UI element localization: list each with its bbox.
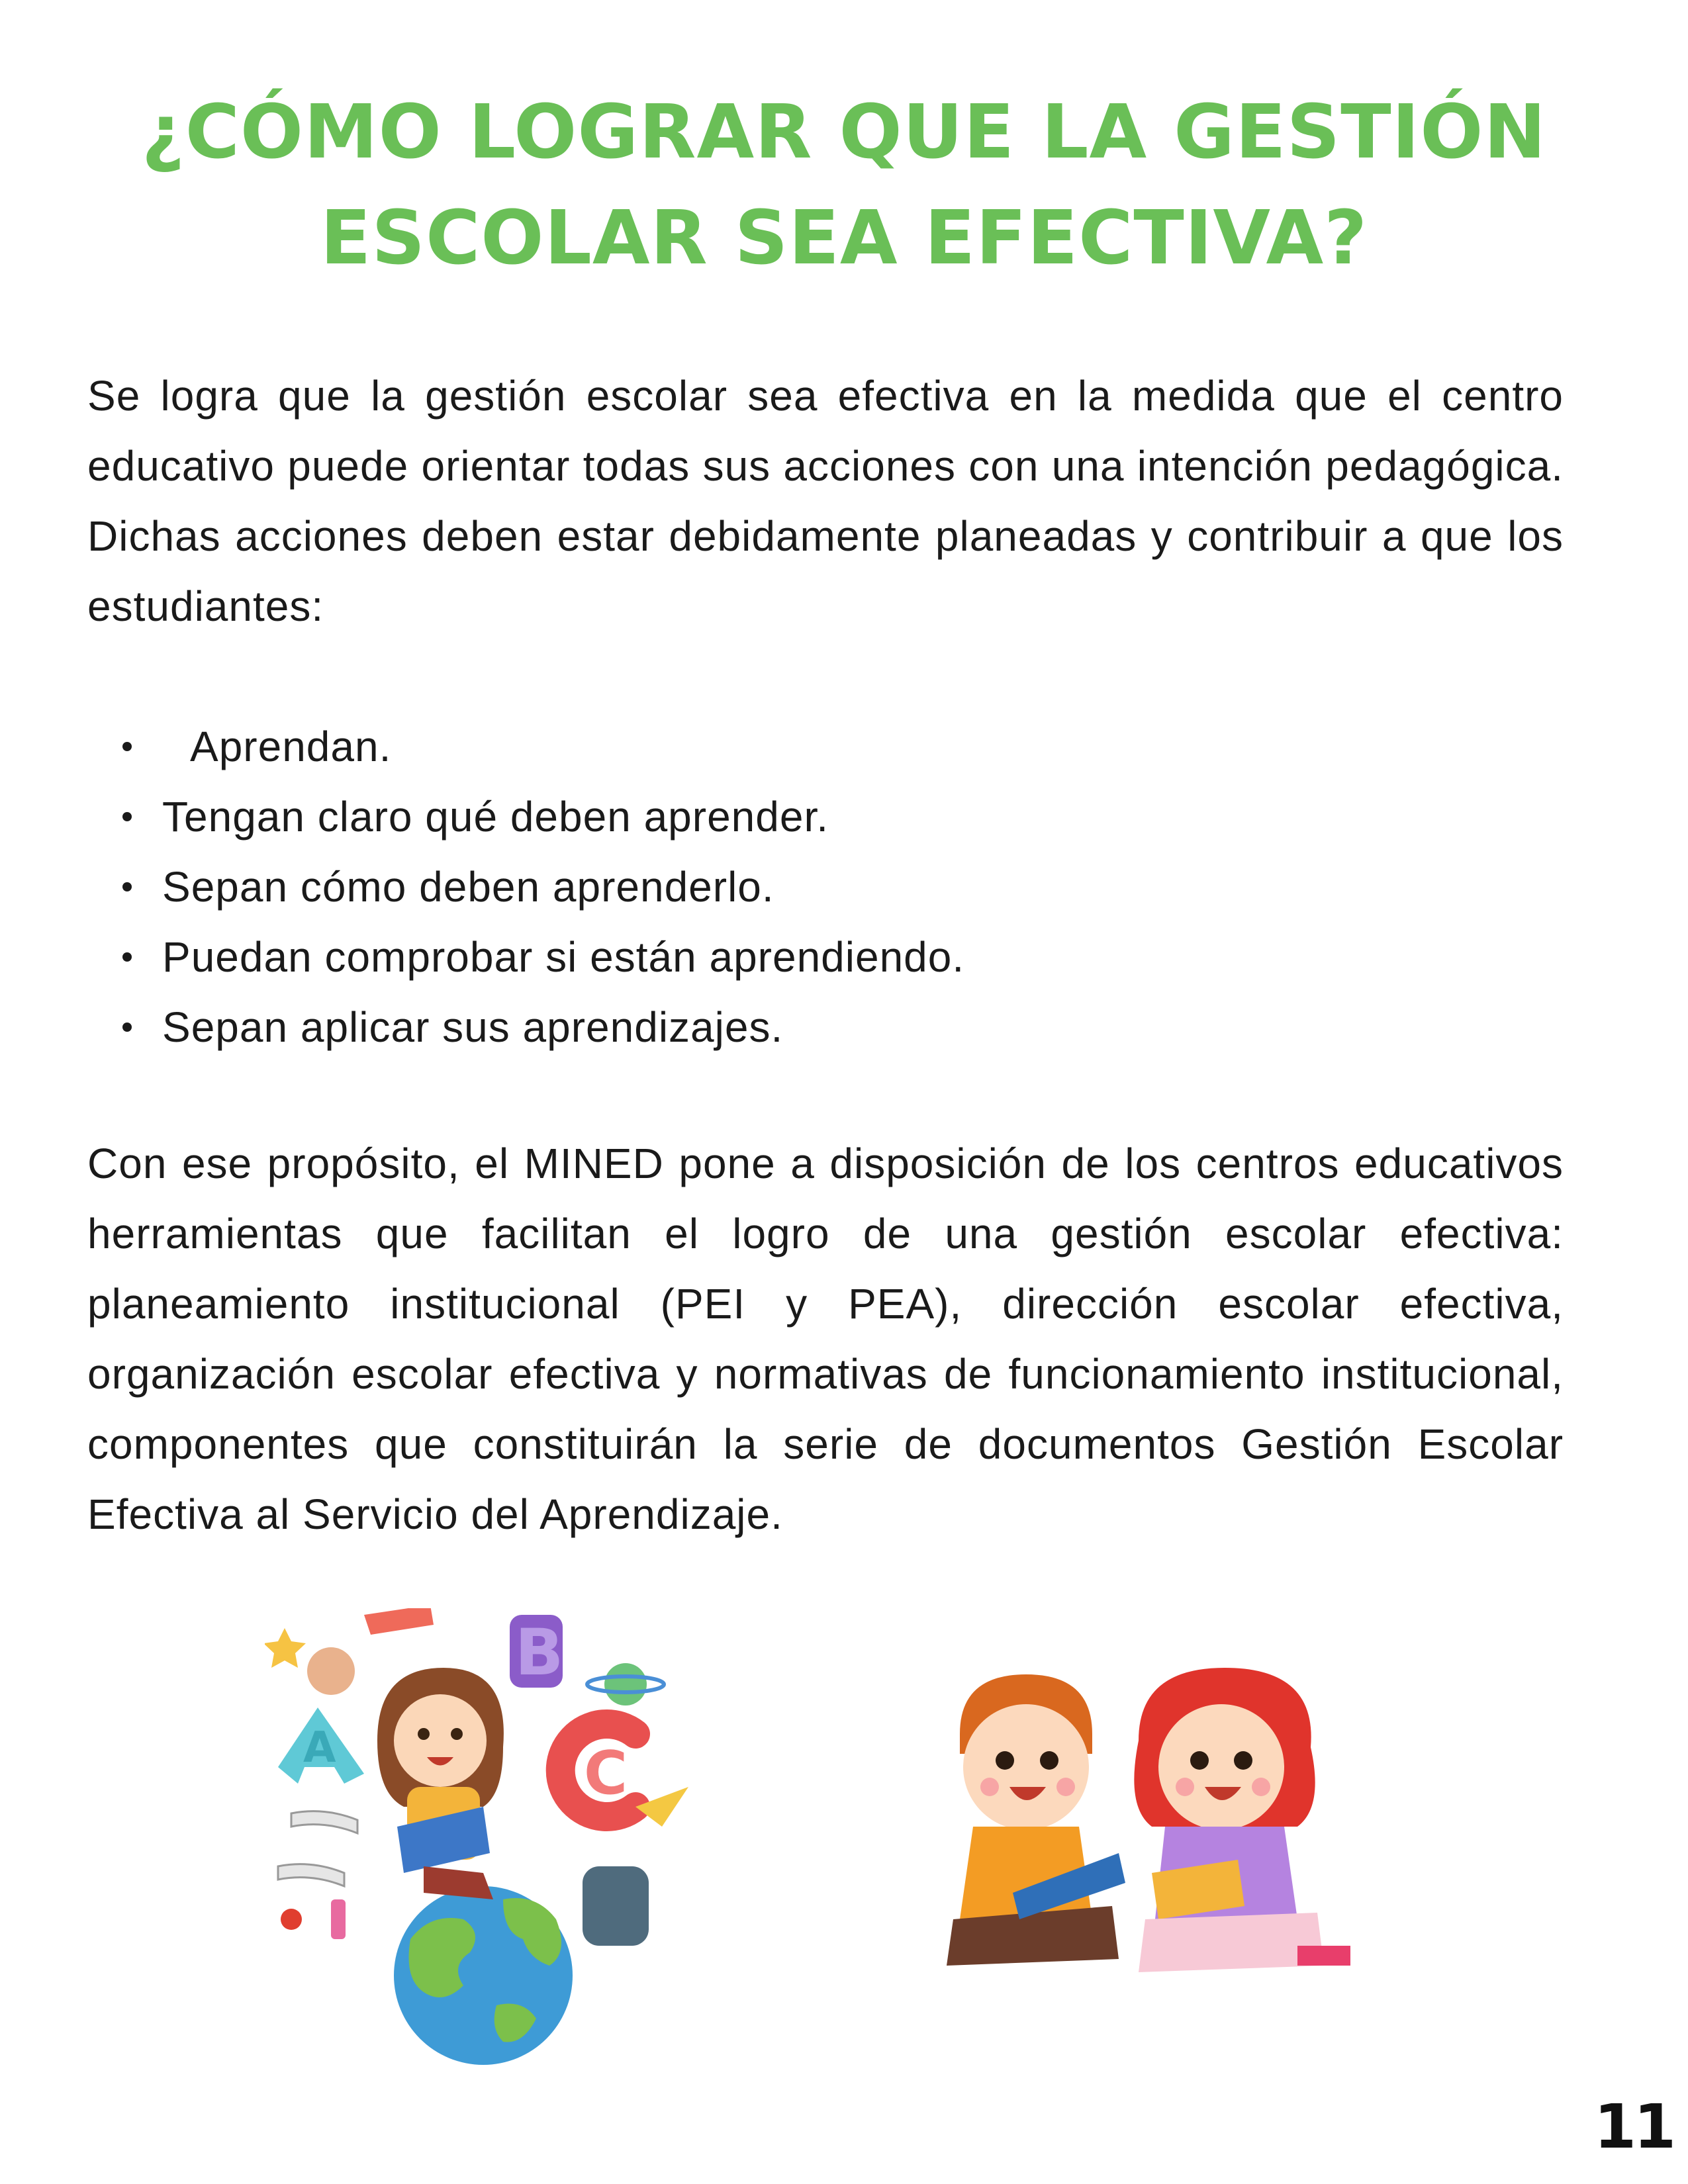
letter-b-icon xyxy=(510,1615,563,1690)
girl-icon xyxy=(377,1668,504,1899)
girl-reading-on-globe-illustration xyxy=(265,1608,715,2065)
list-item xyxy=(116,992,964,1062)
list-item-text: Tengan claro qué deben aprender. xyxy=(162,793,829,841)
letter-c-text: C xyxy=(584,1739,628,1808)
list-item xyxy=(116,922,964,992)
apple-icon xyxy=(281,1909,302,1930)
letter-c-icon xyxy=(561,1724,635,1817)
bullet-icon xyxy=(122,1023,132,1032)
list-item xyxy=(116,782,964,852)
bullet-icon xyxy=(122,882,132,891)
backpack-icon xyxy=(583,1866,649,1946)
page-title xyxy=(0,79,1688,291)
pencil-cup-icon xyxy=(331,1899,346,1939)
list-item-text: Puedan comprobar si están aprendiendo. xyxy=(162,933,965,981)
book-icon xyxy=(291,1811,357,1833)
intro-paragraph: Se logra que la gestión escolar sea efectiva en la medida que el centro educativo puede orientar todas sus acciones con una intención pedagógica. Dichas acciones deben estar debidamente planeadas y contribuir a que los estudiantes: xyxy=(87,372,1564,630)
bullet-icon xyxy=(122,812,132,821)
closing-paragraph: Con ese propósito, el MINED pone a disposición de los centros educativos herramientas que facilitan el logro de una gestión escolar efectiva: planeamiento institucional (PEI y PEA), dirección escolar efectiva, organización escolar efectiva y normativas de funcionamiento institucional, componentes que constituirán la serie de documentos Gestión Escolar Efectiva al Servicio del Aprendizaje. xyxy=(87,1140,1564,1538)
bullet-icon xyxy=(122,742,132,751)
bullet-icon xyxy=(122,952,132,962)
bullet-list xyxy=(116,711,964,1062)
page-title-line-2: ESCOLAR SEA EFECTIVA? xyxy=(320,195,1368,281)
planet-icon xyxy=(587,1663,664,1706)
planet-icon xyxy=(307,1647,355,1695)
list-item-text: Sepan aplicar sus aprendizajes. xyxy=(162,1003,784,1051)
paper-plane-icon xyxy=(635,1787,688,1827)
book-icon xyxy=(278,1864,344,1886)
list-item-text: Aprendan. xyxy=(190,723,392,770)
letter-a-icon xyxy=(278,1707,364,1784)
page-title-line-1: ¿CÓMO LOGRAR QUE LA GESTIÓN xyxy=(141,89,1547,175)
list-item-text: Sepan cómo deben aprenderlo. xyxy=(162,863,774,911)
page-number: 11 xyxy=(1593,2091,1673,2162)
list-item xyxy=(116,852,964,922)
boy-icon xyxy=(947,1674,1125,1966)
kids-reading-illustration xyxy=(927,1655,1364,2012)
globe-icon xyxy=(394,1886,573,2065)
letter-a-text: A xyxy=(303,1723,336,1772)
list-item xyxy=(116,711,964,782)
girl-icon xyxy=(1134,1668,1350,1972)
letter-b-text: B xyxy=(515,1615,564,1690)
rocket-icon xyxy=(364,1608,434,1635)
star-icon xyxy=(265,1628,306,1668)
